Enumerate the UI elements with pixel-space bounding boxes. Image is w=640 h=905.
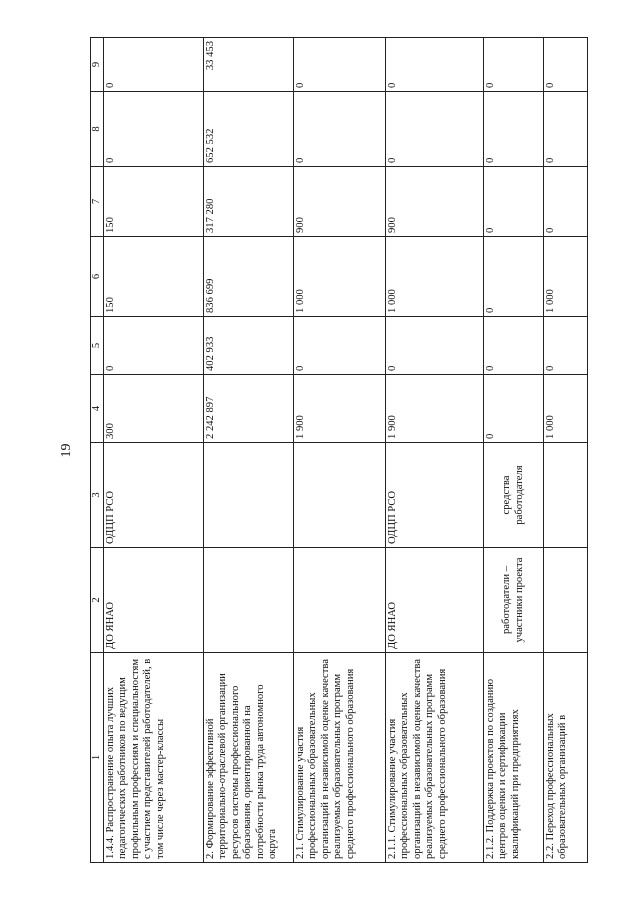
activity-cell: 2. Формирование эффективной территориально-отраслевой организации ресурсов системы профессионального образования, ориентированной на потребности рынка труда автономного округа <box>204 653 294 863</box>
header-cell: 4 <box>91 375 104 443</box>
header-cell: 9 <box>91 38 104 92</box>
value-cell: 836 699 <box>204 237 294 317</box>
activity-cell: 2.1.2. Поддержка проектов по созданию центров оценки и сертификации квалификаций при предприятиях <box>484 653 544 863</box>
header-row <box>91 38 104 863</box>
value-cell: 1 000 <box>386 237 484 317</box>
executor-cell <box>544 548 588 653</box>
executor-cell <box>294 548 386 653</box>
value-cell: 0 <box>104 38 204 92</box>
header-cell: 5 <box>91 317 104 375</box>
activity-cell: 2.1.1. Стимулирование участия профессиональных образовательных организаций в независимой оценке качества реализуемых образовательных программ среднего профессионального образования <box>386 653 484 863</box>
value-cell: 0 <box>484 237 544 317</box>
executor-cell: ДО ЯНАО <box>104 548 204 653</box>
source-cell <box>294 443 386 548</box>
activity-cell: 2.2. Переход профессиональных образовательных организаций в <box>544 653 588 863</box>
value-cell: 0 <box>294 317 386 375</box>
value-cell: 402 933 <box>204 317 294 375</box>
value-cell: 0 <box>484 38 544 92</box>
source-cell <box>544 443 588 548</box>
value-cell: 33 453 <box>204 38 294 92</box>
header-cell: 7 <box>91 167 104 237</box>
source-cell: ОДЦП РСО <box>104 443 204 548</box>
value-cell: 0 <box>484 92 544 167</box>
value-cell: 0 <box>104 92 204 167</box>
value-cell: 0 <box>386 317 484 375</box>
value-cell: 0 <box>484 375 544 443</box>
table-row <box>294 38 386 863</box>
header-cell: 3 <box>91 443 104 548</box>
value-cell: 0 <box>484 317 544 375</box>
value-cell: 0 <box>294 92 386 167</box>
value-cell: 0 <box>294 38 386 92</box>
value-cell: 300 <box>104 375 204 443</box>
value-cell: 0 <box>544 167 588 237</box>
value-cell: 0 <box>544 317 588 375</box>
value-cell: 0 <box>104 317 204 375</box>
value-cell: 2 242 897 <box>204 375 294 443</box>
value-cell: 317 280 <box>204 167 294 237</box>
value-cell: 1 000 <box>294 237 386 317</box>
value-cell: 1 000 <box>544 375 588 443</box>
activity-cell: 1.4.4. Распространение опыта лучших педагогических работников по ведущим профильным профессиям и специальностям с участием представителей работодателей, в том числе через мастер-классы <box>104 653 204 863</box>
executor-cell <box>204 548 294 653</box>
value-cell: 0 <box>544 92 588 167</box>
header-cell: 6 <box>91 237 104 317</box>
value-cell: 0 <box>484 167 544 237</box>
table-row <box>544 38 588 863</box>
activity-cell: 2.1. Стимулирование участия профессиональных образовательных организаций в независимой оценке качества реализуемых образовательных программ среднего профессионального образования <box>294 653 386 863</box>
value-cell: 1 900 <box>386 375 484 443</box>
value-cell: 0 <box>386 92 484 167</box>
header-cell: 8 <box>91 92 104 167</box>
value-cell: 0 <box>544 38 588 92</box>
value-cell: 900 <box>294 167 386 237</box>
value-cell: 150 <box>104 237 204 317</box>
table-row <box>386 38 484 863</box>
value-cell: 0 <box>386 38 484 92</box>
value-cell: 652 532 <box>204 92 294 167</box>
value-cell: 1 900 <box>294 375 386 443</box>
header-cell: 1 <box>91 653 104 863</box>
executor-cell: работодатели – участники проекта <box>484 548 544 653</box>
source-cell: ОДЦП РСО <box>386 443 484 548</box>
table-row <box>104 38 204 863</box>
executor-cell: ДО ЯНАО <box>386 548 484 653</box>
program-table <box>90 37 588 863</box>
table-row <box>204 38 294 863</box>
header-cell: 2 <box>91 548 104 653</box>
table-row <box>484 38 544 863</box>
source-cell <box>204 443 294 548</box>
value-cell: 1 000 <box>544 237 588 317</box>
value-cell: 900 <box>386 167 484 237</box>
value-cell: 150 <box>104 167 204 237</box>
source-cell: средства работодателя <box>484 443 544 548</box>
page-number: 19 <box>59 443 74 458</box>
rotated-page <box>60 38 588 863</box>
